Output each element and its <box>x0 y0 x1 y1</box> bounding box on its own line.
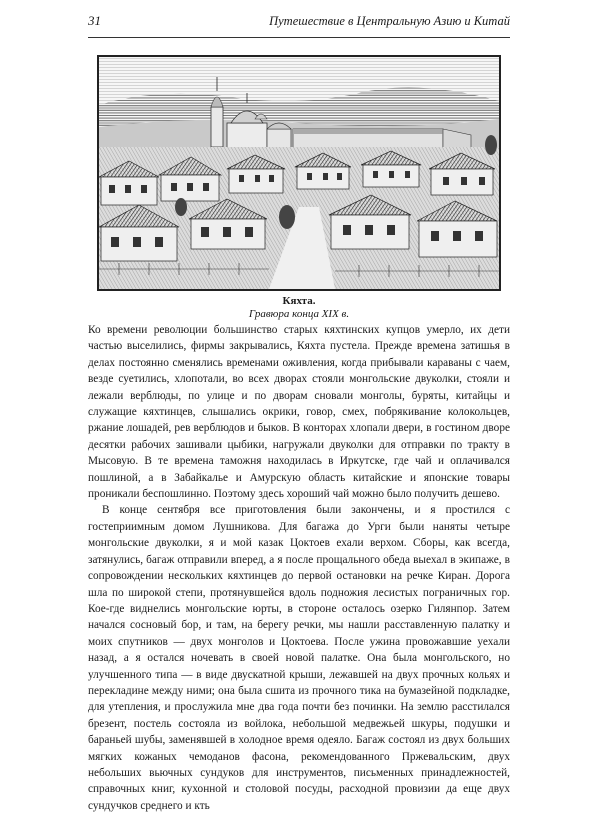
page-number: 31 <box>88 13 101 28</box>
paragraph: Ко времени революции большинство старых кяхтинских купцов умерло, их дети частью выселились, фирмы закрывались, Кяхта пустела. Прежде времена затишья в делах постоянно сменялись временами оживления, когда прибывали караваны с чаем, везде суетились, хлопотали, во всех дворах стояли монгольские двуколки, стояли и лежали верблюды, по улице и по дворам сновали монголы, буряты, китайцы и служащие кяхтинцев, слышались окрики, говор, смех, побрякивание колокольцев, ржание лошадей, рев верблюдов и быков. В конторах хлопали двери, в гостином дворе десятки рабочих зашивали цыбики, нагружали двуколки для отправки по тракту в Мысовую. В те времена таможня находилась в Иркутске, где чай и оплачивался пошлиной, а в Забайкалье и Амурскую область китайские и японские товары проникали беспошлинно. Поэтому здесь хороший чай можно было получить дешево. <box>88 324 510 501</box>
figure-caption <box>88 295 510 321</box>
body-text <box>88 322 510 814</box>
engraving-illustration <box>97 55 501 291</box>
kyakhta-engraving-image <box>99 57 499 289</box>
caption-title: Кяхта. <box>282 295 316 307</box>
paragraph: В конце сентября все приготовления были закончены, и я простился с гостеприимным домом Лушникова. Для багажа до Урги были наняты четыре монгольские двуколки, я и мой казак Цоктоев ехали верхом. Сборы, как всегда, затянулись, багаж отправили вперед, а я после прощального обеда выехал в экипаже, в сопровождении нескольких кяхтинцев до первой остановки на речке Киран. Дорога шла по широкой степи, протянувшейся вдоль подножия лесистых пограничных гор. Кое-где виднелись монгольские юрты, в стороне осталось озерко Гилянпор. Затем начался сосновый бор, и там, на берегу речки, мы нашли расставленную палатку и моих спутников — двух монголов и Цоктоева. После ужина провожавшие уехали назад, а я остался ночевать в своей новой палатке. Она была монгольского, но улучшенного типа — в виде двускатной крыши, лежавшей на двух прочных кольях и перекладине между ними; она была сшита из прочного тика на бумазейной подкладке, для утепления, и прослужила мне два года почти без починки. На землю расстилался брезент, постель состояла из войлока, небольшой медвежьей шкуры, подушки и бараньей шубы, заменявшей в холодное время одеяло. Багаж состоял из двух больших мягких кожаных чемоданов фасона, рекомендованного Пржевальским, двух небольших вьючных сундуков для инструментов, письменных принадлежностей, справочных книг, кухонной и столовой посуды, расходной провизии да еще двух сундучков среднего и кть <box>88 504 510 812</box>
page-header <box>88 12 510 30</box>
header-rule <box>88 37 510 38</box>
running-title: Путешествие в Центральную Азию и Китай <box>269 14 510 28</box>
caption-subtitle: Гравюра конца XIX в. <box>248 308 350 320</box>
